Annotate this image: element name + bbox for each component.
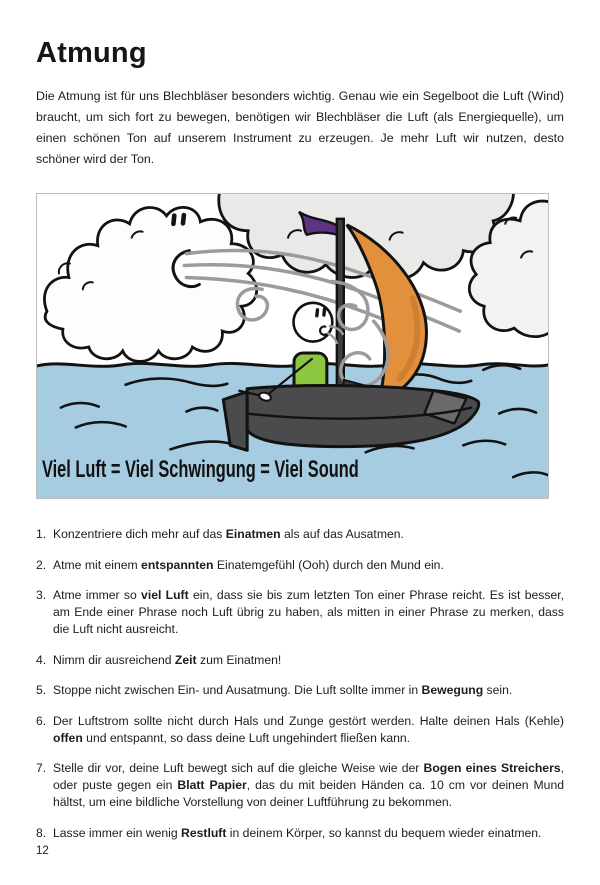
item-text: Der Luftstrom sollte nicht durch Hals und Zunge gestört werden. Halte deinen Hals (Kehle) offen und entspannt, so dass deine Luft ungehindert fließen kann.	[53, 713, 564, 745]
intro-paragraph: Die Atmung ist für uns Blechbläser besonders wichtig. Genau wie ein Segelboot die Luft (Wind) braucht, um sich fort zu bewegen, benötigen wir Blechbläser die Luft (als Energiequelle), um einen schönen Ton auf unserem Instrument zu erzeugen. Je mehr Luft wir nutzen, desto schöner wird der Ton.	[36, 89, 564, 166]
instruction-item-4	[36, 652, 564, 669]
item-number: 5.	[36, 683, 47, 697]
sailboat-wind-illustration-svg	[37, 194, 548, 498]
instruction-item-7	[36, 760, 564, 811]
instruction-item-6	[36, 713, 564, 747]
item-number: 6.	[36, 713, 47, 728]
item-text: Stoppe nicht zwischen Ein- und Ausatmung. Die Luft sollte immer in Bewegung sein.	[53, 683, 513, 697]
item-text: Lasse immer ein wenig Restluft in deinem Körper, so kannst du bequem wieder einatmen.	[53, 825, 542, 840]
instructions-list	[36, 526, 564, 842]
item-text: Stelle dir vor, deine Luft bewegt sich auf die gleiche Weise wie der Bogen eines Streichers, oder puste gegen ein Blatt Papier, das du mit beiden Händen ca. 10 cm vor deinen Mund hältst, um eine bildliche Vorstellung von deiner Luftführung zu bekommen.	[53, 761, 565, 809]
illustration-caption: Viel Luft = Viel Schwingung = Viel Sound	[41, 456, 359, 484]
item-number: 3.	[36, 588, 47, 602]
page-title: Atmung	[36, 37, 147, 69]
document-page	[0, 36, 600, 885]
instruction-item-1	[36, 526, 564, 543]
item-number: 8.	[36, 825, 47, 840]
sailboat-wind-illustration	[36, 193, 549, 499]
item-number: 7.	[36, 761, 47, 775]
item-text: Nimm dir ausreichend Zeit zum Einatmen!	[53, 652, 282, 667]
item-text: Atme mit einem entspannten Einatemgefühl (Ooh) durch den Mund ein.	[53, 557, 444, 572]
item-number: 4.	[36, 652, 47, 667]
instruction-item-3	[36, 587, 564, 638]
item-text: Atme immer so viel Luft ein, dass sie bis zum letzten Ton einer Phrase reicht. Es ist besser, am Ende einer Phrase noch Luft übrig zu haben, als mitten in einer Phrase zu merken, dass die Luft nicht ausreicht.	[53, 588, 564, 636]
instruction-item-2	[36, 557, 564, 574]
item-number: 1.	[36, 527, 47, 541]
page-number: 12	[36, 845, 49, 857]
instruction-item-8	[36, 825, 564, 842]
item-text: Konzentriere dich mehr auf das Einatmen als auf das Ausatmen.	[53, 527, 404, 541]
item-number: 2.	[36, 557, 47, 572]
instruction-item-5	[36, 682, 564, 699]
